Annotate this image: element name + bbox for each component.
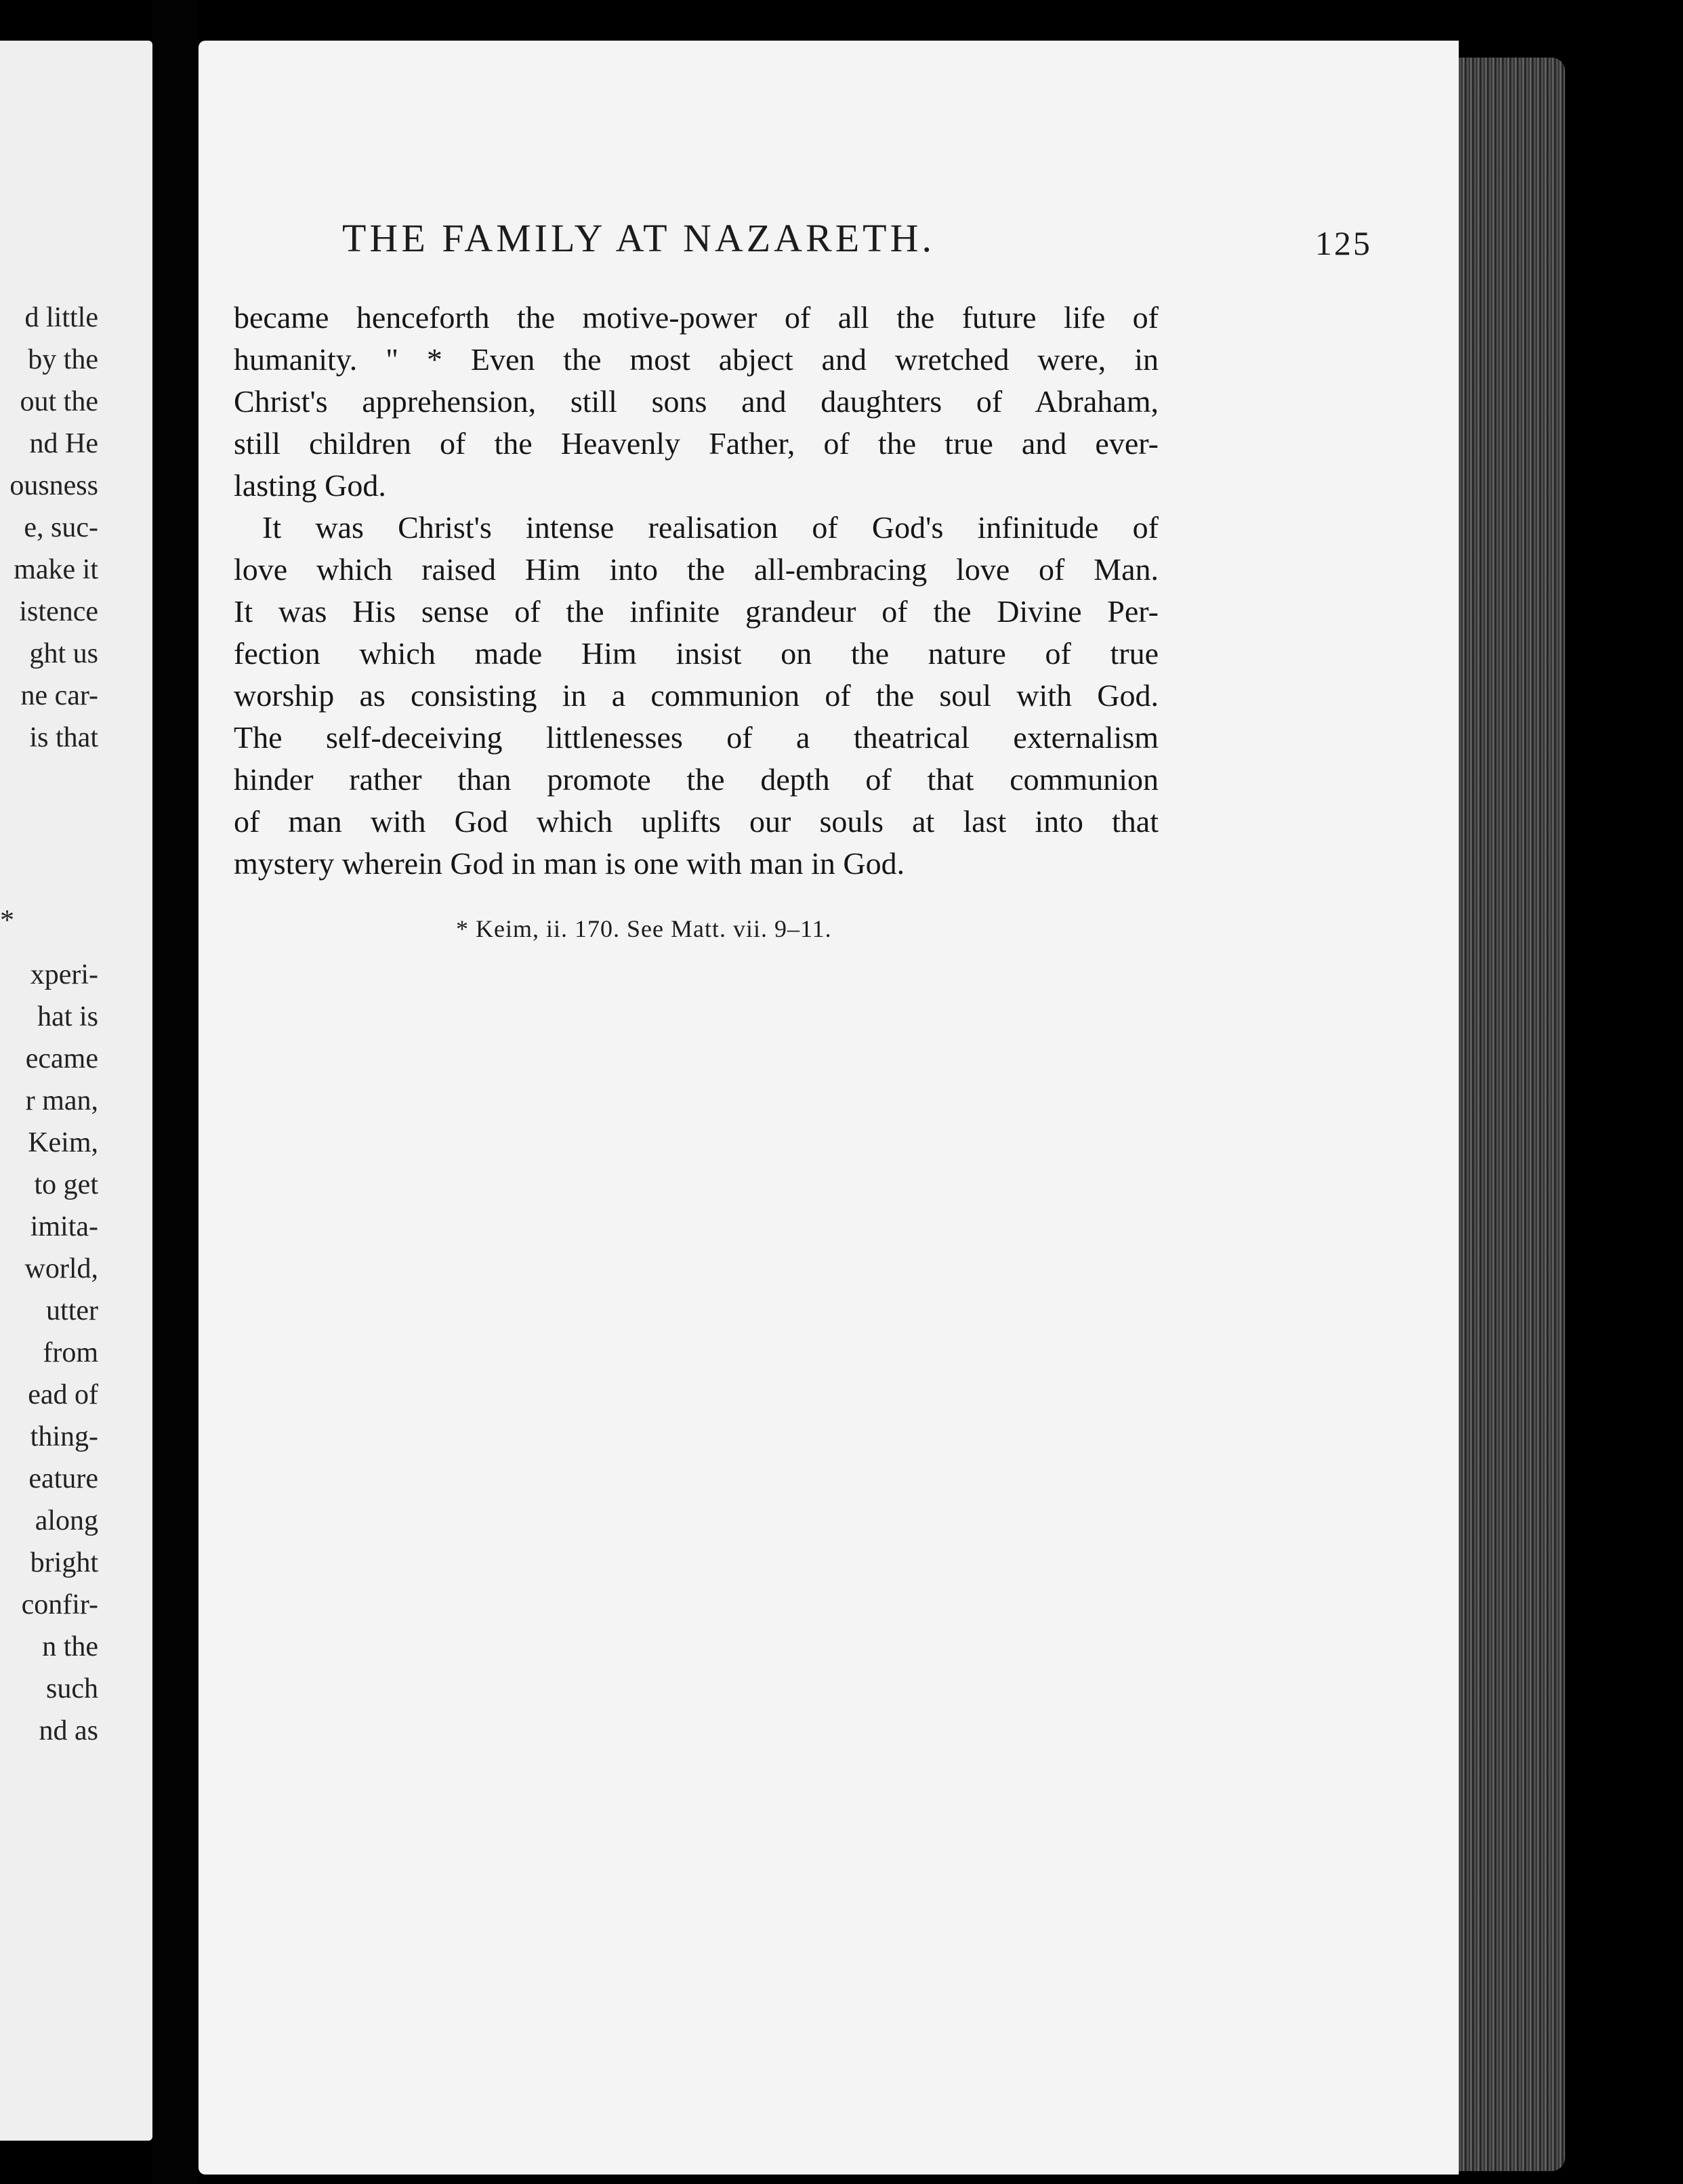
facing-line: ead of [28,1379,98,1410]
book-gutter [152,0,199,2184]
footnote: * Keim, ii. 170. See Matt. vii. 9–11. [456,915,832,942]
page-number: 125 [1315,224,1372,262]
facing-line: e, suc- [24,512,98,543]
page-header [342,215,1372,276]
facing-line: utter [46,1295,98,1326]
facing-line: xperi- [30,959,98,990]
text-line: fection which made Him insist on the nature of true [234,636,1159,671]
facing-line: by the [28,344,98,375]
facing-line: hat is [37,1001,98,1032]
facing-line: out the [20,386,98,417]
facing-line: d little [24,302,98,333]
facing-line: ght us [29,638,98,669]
facing-line: nd He [29,428,98,459]
facing-line: ousness [9,470,98,501]
facing-line: r man, [25,1085,98,1116]
facing-line: bright [30,1547,98,1578]
facing-line: ne car- [20,680,98,711]
facing-line: nd as [39,1715,98,1746]
text-line: It was Christ's intense realisation of God's infinitude of [262,510,1159,545]
running-head: THE FAMILY AT NAZARETH. [342,216,935,260]
text-line: The self-deceiving littlenesses of a theatrical externalism [234,720,1159,755]
facing-line: world, [24,1253,98,1284]
facing-line: istence [19,596,98,627]
text-line: love which raised Him into the all-embracing love of Man. [234,552,1159,587]
text-line: lasting God. [234,468,386,503]
text-line: of man with God which uplifts our souls at last into that [234,804,1159,839]
facing-line: make it [14,554,98,585]
facing-line: from [43,1337,98,1368]
text-line: mystery wherein God in man is one with man in God. [234,846,905,881]
facing-line: is that [29,722,98,753]
facing-line: eature [28,1463,98,1494]
facing-page [0,41,152,2141]
facing-line: thing- [30,1421,98,1452]
facing-line: Keim, [28,1127,98,1158]
text-line: became henceforth the motive-power of all the future life of [234,300,1159,335]
text-line: worship as consisting in a communion of the soul with God. [234,678,1159,713]
facing-line: ecame [25,1043,98,1074]
text-line: humanity. " * Even the most abject and wretched were, in [234,342,1159,377]
main-page [199,41,1459,2175]
facing-line: imita- [30,1211,98,1242]
text-line: It was His sense of the infinite grandeur of the Divine Per- [234,594,1159,629]
facing-line: confir- [21,1589,98,1620]
text-line: Christ's apprehension, still sons and daughters of Abraham, [234,384,1159,419]
text-line: still children of the Heavenly Father, of the true and ever- [234,426,1159,461]
facing-line: n the [42,1631,98,1662]
text-line: hinder rather than promote the depth of that communion [234,762,1159,797]
facing-line: such [46,1673,98,1704]
body-text [234,297,1159,885]
facing-line: along [35,1505,98,1536]
facing-line: to get [34,1169,98,1200]
facing-footnote-mark: * [0,905,14,936]
page-stack-edge [1443,58,1565,2171]
